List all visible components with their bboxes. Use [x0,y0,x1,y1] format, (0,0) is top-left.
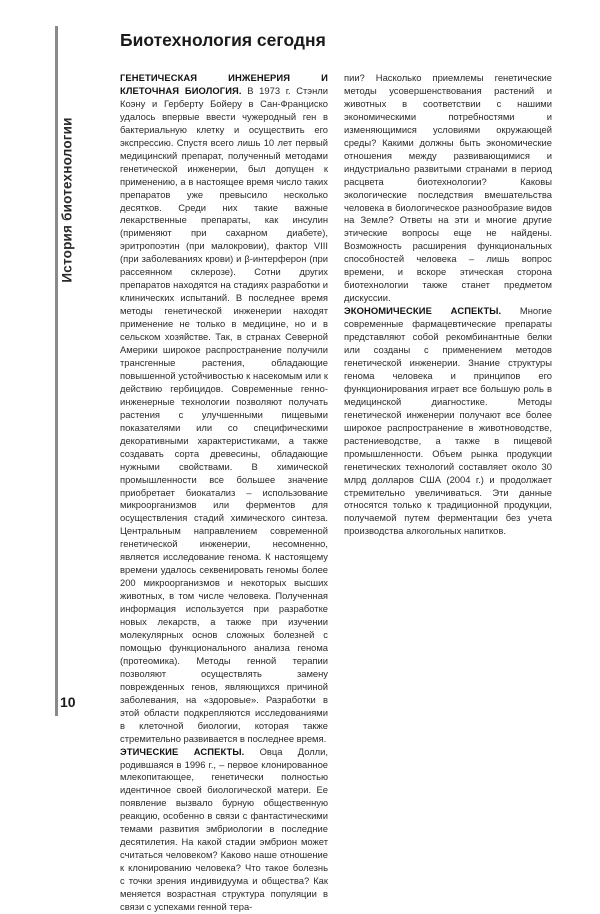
page-title: Биотехнология сегодня [120,30,326,50]
paragraph-economics [344,305,552,538]
section-heading-economics: ЭКОНОМИЧЕСКИЕ АСПЕКТЫ. [344,305,502,317]
paragraph-text: пии? Насколько приемлемы генетические методы усовершенствования растений и животных в соответствии с нашими экономическими потребностями и изменяющимися условиями окружающей среды? Какими должны быть экономические отношения между развивающимися и индустриально развитыми странами в период расцвета биотехнологии? Каковы экологические последствия вмешательства человека в биологическое разнообразие видов на Земле? Ответы на эти и многие другие этические вопросы еще не найдены. Возможность расширения функциональных способностей человека – лишь вопрос времени, и вскоре этическая сторона биотехнологии также станет предметом дискуссии. [344,72,552,304]
left-column [120,72,328,914]
paragraph-text: Многие современные фармацевтические препараты представляют собой рекомбинантные белки или созданы с применением методов генетической инженерии. Знание структуры генома человека и принципов его функционирования играет все большую роль в медицинской диагностике. Методы генетической инженерии получают все более широкое распространение в животноводстве, растениеводстве, а также в пищевой промышленности. Объем рынка продукции генетических технологий составляет около 30 млрд долларов США (2004 г.) и продолжает стремительно увеличиваться. Эти данные относятся только к традиционной продукции, получаемой путем ферментации без учета производства алкогольных напитков. [344,305,552,537]
running-title-text: История биотехнологии [59,117,75,283]
article-body [120,72,552,912]
section-heading-ethics: ЭТИЧЕСКИЕ АСПЕКТЫ. [120,745,245,757]
paragraph-genetic-engineering [120,72,328,746]
page-number: 10 [60,694,76,710]
paragraph-text: В 1973 г. Стэнли Коэну и Герберту Бойеру в Сан-Франциско удалось впервые ввести чужеродный ген в бактериальную клетку и осуществить его экспрессию. Спустя всего лишь 10 лет первый медицинский препарат, полученный методами генетической инженерии, был допущен к применению, а в настоящее время число таких препаратов уже превысило несколько десятков. Среди них такие важные лекарственные препараты, как инсулин (применяют при сахарном диабете), эритропоэтин (при малокровии), фактор VIII (при заболеваниях крови) и β-интерферон (при рассеянном склерозе). Сотни других препаратов находятся на стадиях разработки и клинических испытаний. В последнее время методы генетической инженерии находят применение не только в медицине, но и в сельском хозяйстве. Так, в странах Северной Америки широкое распространение получили трансгенные растения, обладающие повышенной устойчивостью к насекомым или к действию гербицидов. Современные генно-инженерные технологии позволяют получать растения с улучшенными пищевыми показателями или со специфическими декоративными характеристиками, а также создавать сорта древесины, обладающие нужными свойствами. В химической промышленности все большее значение приобретает биокатализ – использование микроорганизмов или ферментов для осуществления стадий химического синтеза. Центральным направлением современной генетической инженерии, несомненно, является исследование генома. К настоящему времени удалось секвенировать геномы более 200 микроорганизмов и некоторых высших животных, в том числе человека. Полученная информация используется при разработке новых лекарств, а также при изучении молекулярных основ сложных болезней с помощью функционального анализа генома (протеомика). Методы генной терапии позволяют осуществлять замену поврежденных генов, являющихся причиной заболевания, на «здоровые». Разработки в этой области подкрепляются исследованиями в клеточной биологии, которая также стремительно развивается в последнее время. [120,84,328,744]
paragraph-text: Овца Долли, родившаяся в 1996 г., – первое клонированное млекопитающее, генетически полностью идентичное своей биологической матери. Ее появление вызвало бурную общественную реакцию, особенно в связи с фантастическими темами развития эмбриологии в последние десятилетия. На какой стадии эмбрион может считаться человеком? Каково наше отношение к клонированию человека? Что такое болезнь с точки зрения индивидуума и общества? Как меняется возрастная структура популяции в связи с успехами генной тера- [120,745,328,912]
paragraph-ethics-continued [344,72,552,305]
section-heading-genetic-engineering: ГЕНЕТИЧЕСКАЯ ИНЖЕНЕРИЯ И КЛЕТОЧНАЯ БИОЛОГИЯ. [120,72,328,96]
sidebar-divider [55,26,58,716]
right-column [344,72,552,538]
sidebar [0,0,92,750]
paragraph-ethics [120,746,328,914]
